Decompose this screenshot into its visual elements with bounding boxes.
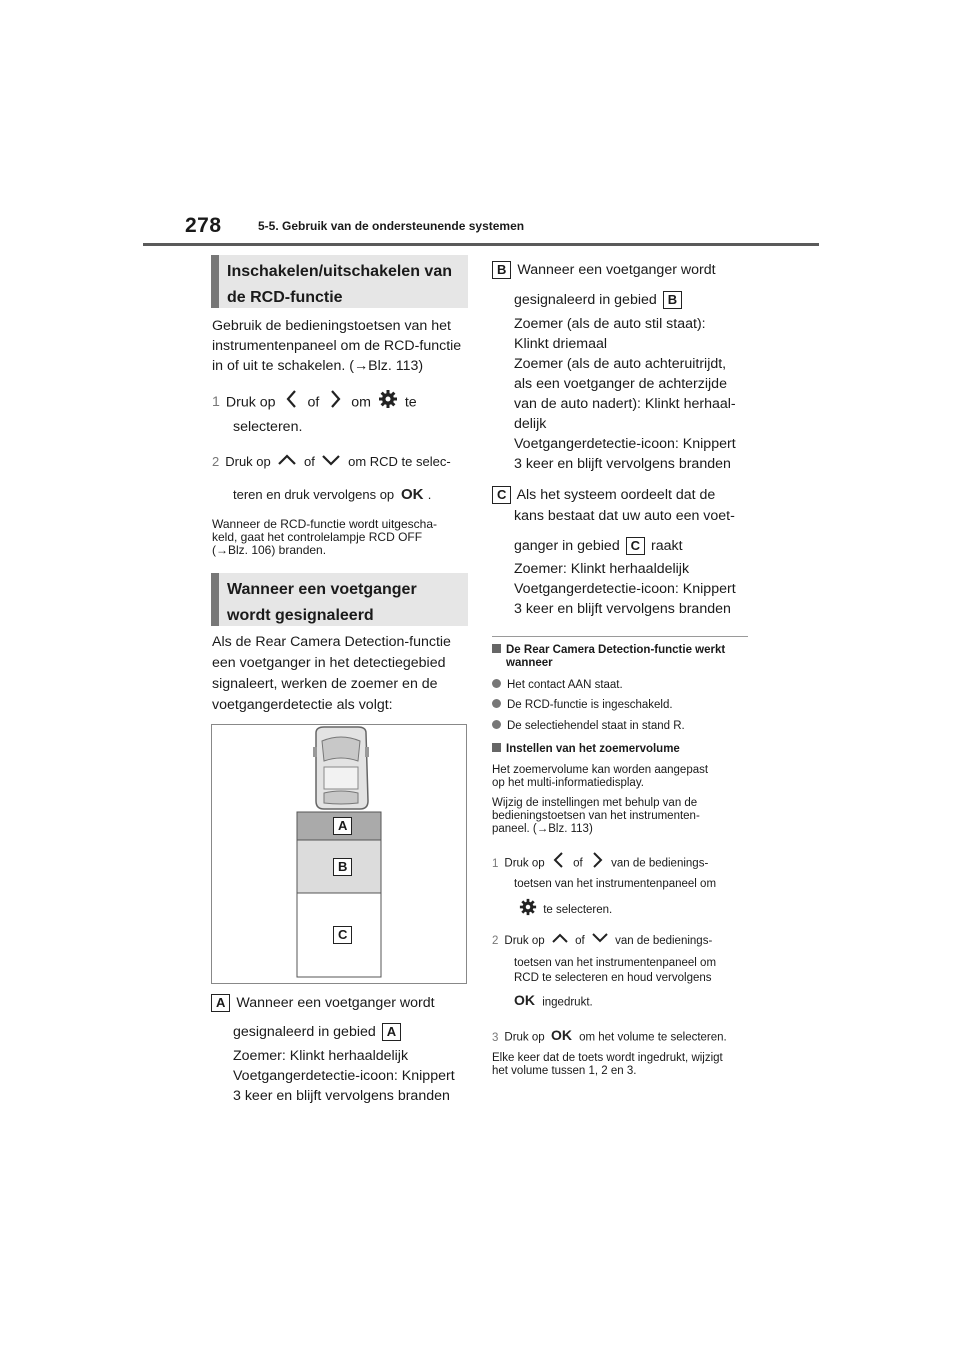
item-b-line-1: [492, 260, 716, 280]
step-text: van de bedienings-: [611, 857, 709, 870]
chevron-up-icon: [277, 452, 297, 474]
chevron-down-icon: [321, 452, 341, 474]
setting-step-2-cont: toetsen van het instrumentenpaneel om: [514, 957, 717, 969]
item-b-line-3: Zoemer (als de auto stil staat):: [514, 316, 706, 332]
item-b-line-7: van de auto nadert): Klinkt herhaal-: [514, 396, 736, 412]
setting-step-1-cont-2: [519, 898, 612, 922]
sub1-title-line-2: wanneer: [506, 657, 553, 669]
car-top-view-illustration: [212, 725, 466, 983]
page-number: 278: [185, 214, 222, 237]
step-text: Druk op: [225, 394, 276, 411]
sub1-title-line-1: [492, 644, 725, 657]
detection-zone-figure: [211, 724, 467, 984]
step-number: 2: [492, 935, 499, 948]
step-number: 1: [212, 394, 220, 411]
chevron-right-icon: [326, 389, 344, 416]
step-text: Druk op: [504, 857, 545, 870]
round-bullet-icon: [492, 699, 501, 708]
chevron-left-icon: [551, 851, 567, 876]
ok-button-icon: [514, 993, 536, 1012]
zone-b-ref: B: [663, 291, 682, 309]
step-text: .: [427, 487, 432, 502]
item-a-label: A: [211, 994, 230, 1012]
step-text: of: [307, 394, 320, 411]
sub1-title-text: De Rear Camera Detection-functie werkt: [506, 644, 726, 656]
step-text: of: [304, 454, 315, 469]
bullet-text: De selectiehendel staat in stand R.: [507, 720, 685, 732]
step-text: om: [351, 394, 371, 411]
item-c-line-4: Zoemer: Klinkt herhaaldelijk: [514, 561, 690, 577]
sub2-title: [492, 743, 680, 756]
zone-c-label: C: [333, 926, 352, 944]
item-text: Als het systeem oordeelt dat de: [516, 487, 716, 503]
sub2-title-text: Instellen van het zoemervolume: [506, 743, 680, 755]
svg-text:OK: OK: [550, 1028, 572, 1041]
heading-pedestrian: Wanneer een voetganger wordt gesignaleerd: [211, 573, 468, 626]
para2-line-3: signaleert, werken de zoemer en de: [212, 676, 438, 692]
intro-line-3: in of uit te schakelen. (→Blz. 113): [212, 358, 424, 374]
step-text: van de bedienings-: [615, 935, 713, 948]
step-text: of: [575, 935, 585, 948]
step-text: teren en druk vervolgens op: [233, 487, 395, 502]
item-b-line-2: [514, 290, 684, 310]
bullet-item: [492, 699, 673, 712]
note-line-2: keld, gaat het controlelampje RCD OFF: [212, 530, 423, 544]
bullet-item: [492, 679, 623, 692]
zone-b-label: B: [333, 858, 352, 876]
item-c-line-1: [492, 485, 715, 505]
item-b-line-4: Klinkt driemaal: [514, 336, 608, 352]
step-number: 3: [492, 1031, 499, 1044]
gear-icon: [519, 898, 537, 922]
round-bullet-icon: [492, 679, 501, 688]
divider: [492, 636, 748, 637]
item-text: Wanneer een voetganger wordt: [517, 262, 716, 278]
intro-line-2: instrumentenpaneel om de RCD-functie: [212, 338, 462, 354]
section-title: 5-5. Gebruik van de ondersteunende systemen: [258, 219, 525, 233]
heading-rcd-toggle: Inschakelen/uitschakelen van de RCD-functie: [211, 255, 468, 308]
step-2: [212, 451, 451, 474]
step-text: ingedrukt.: [542, 996, 593, 1009]
item-a-line-3: Zoemer: Klinkt herhaaldelijk: [233, 1048, 409, 1064]
item-text: gesignaleerd in gebied: [233, 1024, 376, 1040]
square-bullet-icon: [492, 644, 501, 653]
chevron-right-icon: [589, 851, 605, 876]
item-a-line-2: [233, 1022, 403, 1042]
item-text: raakt: [651, 538, 683, 554]
zone-a-ref: A: [382, 1023, 401, 1041]
round-bullet-icon: [492, 720, 501, 729]
step-text: om het volume te selecteren.: [579, 1031, 727, 1044]
svg-text:OK: OK: [514, 993, 535, 1006]
intro-line-1: Gebruik de bedieningstoetsen van het: [212, 318, 451, 334]
setting-step-2: [492, 931, 712, 951]
step-number: 1: [492, 857, 499, 870]
setting-step-2-cont-2: RCD te selecteren en houd vervolgens: [514, 972, 712, 984]
para2-line-4: voetgangerdetectie als volgt:: [212, 697, 393, 713]
item-b-line-6: als een voetganger de achterzijde: [514, 376, 727, 392]
svg-text:OK: OK: [400, 485, 424, 500]
final-line-1: Elke keer dat de toets wordt ingedrukt, wijzigt: [492, 1052, 723, 1064]
item-a-line-1: [211, 993, 435, 1013]
item-b-line-5: Zoemer (als de auto achteruitrijdt,: [514, 356, 727, 372]
para2-line-1: Als de Rear Camera Detection-functie: [212, 634, 451, 650]
step-text: te selecteren.: [543, 904, 613, 917]
item-text: ganger in gebied: [514, 538, 620, 554]
step-1-cont: selecteren.: [233, 419, 303, 435]
step-1: [212, 389, 417, 416]
item-a-line-5: 3 keer en blijft vervolgens branden: [233, 1088, 450, 1104]
sub2-p2-line-1: Wijzig de instellingen met behulp van de: [492, 797, 698, 809]
step-text: Druk op: [504, 1031, 545, 1044]
step-text: te: [404, 394, 417, 411]
item-text: Wanneer een voetganger wordt: [236, 995, 435, 1011]
step-2-cont: [233, 485, 431, 506]
note-line-3: (→Blz. 106) branden.: [212, 543, 327, 557]
note-line-1: Wanneer de RCD-functie wordt uitgescha-: [212, 517, 437, 531]
chevron-down-icon: [591, 931, 609, 951]
step-text: Druk op: [225, 454, 271, 469]
para2-line-2: een voetganger in het detectiegebied: [212, 655, 446, 671]
item-b-line-8: delijk: [514, 416, 547, 432]
setting-step-2-cont-3: [514, 993, 593, 1012]
item-c-line-3: [514, 536, 683, 556]
ok-button-icon: [551, 1028, 573, 1047]
step-number: 2: [212, 454, 220, 469]
zone-a-label: A: [333, 817, 352, 835]
item-c-label: C: [492, 486, 511, 504]
gear-icon: [378, 389, 398, 416]
square-bullet-icon: [492, 743, 501, 752]
item-b-line-9: Voetgangerdetectie-icoon: Knippert: [514, 436, 736, 452]
item-text: gesignaleerd in gebied: [514, 292, 657, 308]
item-b-label: B: [492, 261, 511, 279]
bullet-text: Het contact AAN staat.: [507, 679, 623, 691]
sub2-p2-line-3: paneel. (→Blz. 113): [492, 823, 593, 835]
header-rule: [143, 243, 819, 246]
setting-step-1-cont: toetsen van het instrumentenpaneel om: [514, 878, 717, 890]
sub2-p1-line-2: op het multi-informatiedisplay.: [492, 777, 644, 789]
ok-button-icon: [401, 486, 425, 506]
zone-c-ref: C: [626, 537, 645, 555]
item-c-line-6: 3 keer en blijft vervolgens branden: [514, 601, 731, 617]
setting-step-3: [492, 1028, 727, 1047]
item-c-line-2: kans bestaat dat uw auto een voet-: [514, 508, 735, 524]
step-text: om RCD te selec-: [348, 454, 451, 469]
sub2-p2-line-2: bedieningstoetsen van het instrumenten-: [492, 810, 700, 822]
bullet-text: De RCD-functie is ingeschakeld.: [507, 699, 673, 711]
item-c-line-5: Voetgangerdetectie-icoon: Knippert: [514, 581, 736, 597]
step-text: Druk op: [504, 935, 545, 948]
final-line-2: het volume tussen 1, 2 en 3.: [492, 1065, 637, 1077]
item-b-line-10: 3 keer en blijft vervolgens branden: [514, 456, 731, 472]
chevron-up-icon: [551, 931, 569, 951]
bullet-item: [492, 720, 685, 733]
sub2-p1-line-1: Het zoemervolume kan worden aangepast: [492, 764, 709, 776]
step-text: of: [573, 857, 583, 870]
item-a-line-4: Voetgangerdetectie-icoon: Knippert: [233, 1068, 455, 1084]
chevron-left-icon: [283, 389, 301, 416]
setting-step-1: [492, 851, 708, 876]
